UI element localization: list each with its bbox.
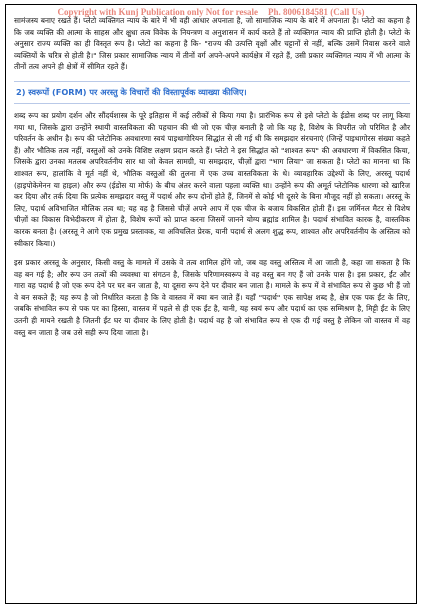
document-body [14,15,410,599]
document-page [5,4,417,604]
paragraph-matter-and-form: इस प्रकार अरस्तू के अनुसार, किसी वस्तु के मामले में उसके वे तत्व शामिल होंगे जो, जब वह वस्तु अस्तित्व में आ जाती है, कहा जा सकता है कि वह बन गई है; और रूप उन तत्वों की व्यवस्था या संगठन है, जिसके परिणामस्वरूप वे वह वस्तु बन गए हैं जो उनके पास है। इस प्रकार, ईंट और गारा वह पदार्थ है जो एक रूप देने पर घर बन जाता है, या दूसरा रूप देने पर दीवार बन जाता है। मामले के रूप में वे संभावित रूप से कुछ भी हैं जो वे बन सकते हैं; यह रूप है जो निर्धारित करता है कि वे वास्तव में क्या बन जाते हैं। यहाँ "पदार्थ" एक सापेक्ष शब्द है, क्षेत्र एक पक ईंट के लिए, जबकि संभावित रूप से पक पर का हिस्सा, वास्तव में पहले से ही एक ईंट है, यानी, यह स्वयं रूप और पदार्थ का एक सम्मिश्रण है, मिट्टी ईंट के लिए उतनी ही मायने रखती है जितनी ईंट घर या दीवार के लिए होती है। पदार्थ वह है जो संभावित रूप से एक दी गई वस्तु है लेकिन जो वास्तव में वह वस्तु बन जाता है जब उसे सही रूप दिया जाता है। [14,258,410,337]
paragraph-spacer [14,249,410,257]
watermark-phone-text: Ph. 8006184581 (Call Us) [267,7,365,17]
paragraph-personal-justice: सामंजस्य बनाए रखते हैं। प्लेटो व्यक्तिगत न्याय के बारे में भी वही आधार अपनाता है, जो सामाजिक न्याय के बारे में अपनाता है। प्लेटो का कहना है कि जब व्यक्ति की आत्मा के साहस और क्षुधा तत्व विवेक के नियन्त्रण व अनुशासन में कार्य करते हैं तो व्यक्तिगत न्याय की प्राप्ति होती है। प्लेटो के अनुसार राज्य व्यक्ति का ही विस्तृत रूप है। प्लेटो का कहना है कि- "राज्य की उत्पत्ति वृक्षों और चट्टानों से नहीं, बल्कि उसमें निवास करने वाले व्यक्तियों के चरित्र से होती है।" जिस प्रकार सामाजिक न्याय में तीनों वर्ग अपने-अपने कार्यक्षेत्र में रहते हैं, उसी प्रकार व्यक्तिगत न्याय में भी आत्मा के तीनों तत्व अपने ही क्षेत्रों में सीमित रहते हैं। [14,16,410,72]
paragraph-form-concept: शब्द रूप का प्रयोग दर्शन और सौंदर्यशास्त्र के पूरे इतिहास में कई तरीकों से किया गया है। प्रारंभिक रूप से इसे प्लेटो के ईडोस शब्द पर लागू किया गया था, जिसके द्वारा उन्होंने स्थायी वास्तविकता की पहचान की थी जो एक चीज़ बनाती है जो कि यह है, विशेष के विपरीत जो परिमित है और परिवर्तन के अधीन है। रूप की प्लेटोनिक अवधारणा स्वयं पाइथागोरियन सिद्धांत से ली गई थी कि समझदार संरचनाएं (जिन्हें पाइथागोरस संख्या कहते हैं) और भौतिक तत्व नहीं, वस्तुओं को उनके विशिष्ट लक्षण प्रदान करते हैं। प्लेटो ने इस सिद्धांत को "शाश्वत रूप" की अवधारणा में विकसित किया, जिसके द्वारा उनका मतलब अपरिवर्तनीय सार था जो केवल सामग्री, या समझदार, चीज़ों द्वारा "भाग लिया" जा सकता है। प्लेटो का मानना था कि शाश्वत रूप, हालांकि वे मूर्त नहीं थे, भौतिक वस्तुओं की तुलना में एक उच्च वास्तविकता के थे। व्यावहारिक उद्देश्यों के लिए, अरस्तू पदार्थ (हाइपोकेमेनन या हाइल) और रूप (ईडोस या मोर्फ) के बीच अंतर करने वाला पहला व्यक्ति था। उन्होंने रूप की अमूर्त प्लेटोनिक धारणा को खारिज कर दिया और तर्क दिया कि प्रत्येक समझदार वस्तु में पदार्थ और रूप दोनों होते हैं, जिनमें से कोई भी दूसरे के बिना मौजूद नहीं हो सकता। अरस्तू के लिए, पदार्थ अविभाजित मौलिक तत्व था; यह वह है जिससे चीज़ें अपने आप में एक चीज के बजाय विकसित होती हैं। इस जर्मिनल मैटर से विशेष चीज़ों का विकास विभेदीकरण में होता है, विशेष रूपों को प्राप्त करना जिसमें जानने योग्य ब्रह्मांड शामिल है। पदार्थ संभावित कारक है, वास्तविक कारक बनता है। (अरस्तू ने आगे एक प्रमुख प्रस्तावक, या अविचलित प्रेरक, यानी पदार्थ से अलग शुद्ध रूप, शाश्वत और अपरिवर्तनीय के अस्तित्व को स्वीकार किया।) [14,110,410,248]
question-heading: 2) स्वरूपों (FORM) पर अरस्तु के विचारों की विस्तापूर्वक व्याख्या कीजिए। [14,81,410,104]
watermark-copyright-text: Copyright with Kunj Publication only Not for resale [57,7,258,17]
